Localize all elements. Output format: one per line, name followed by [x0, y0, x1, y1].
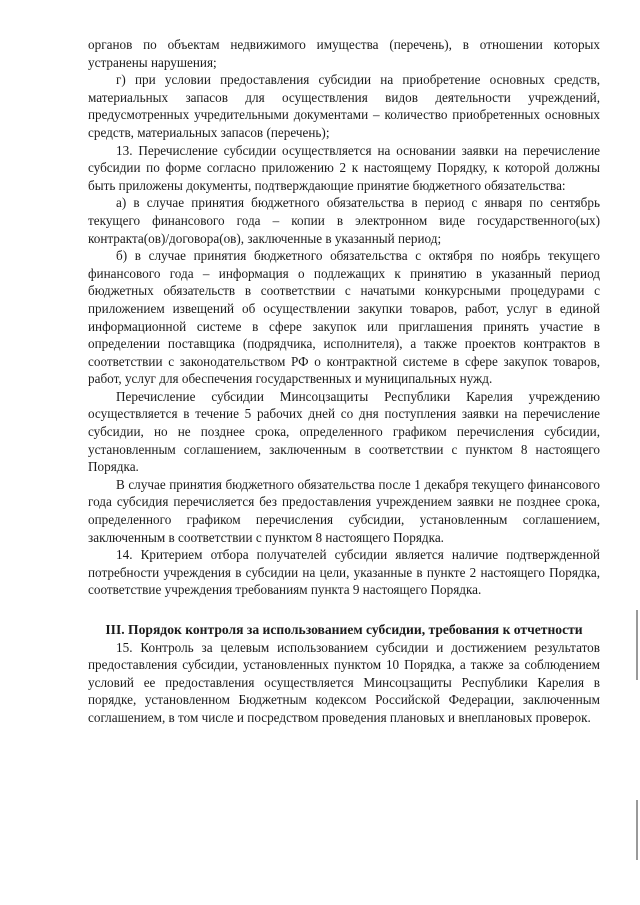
scan-edge-mark	[636, 610, 638, 680]
document-page	[88, 36, 600, 727]
paragraph-transfer: Перечисление субсидии Минсоцзащиты Республики Карелия учреждению осуществляется в течение 5 рабочих дней со дня поступления заявки на перечисление субсидии, но не позднее срока, определенного графиком перечисления субсидии, установленным соглашением, заключенным в соответствии с пунктом 8 настоящего Порядка.	[88, 388, 600, 475]
paragraph-15: 15. Контроль за целевым использованием субсидии и достижением результатов предоставления субсидии, установленных пунктом 10 Порядка, а также за соблюдением условий ее предоставления осуществляется Минсоцзащиты Республики Карелия в порядке, установленном Бюджетным кодексом Российской Федерации, заключенным соглашением, в том числе и посредством проведения плановых и внеплановых проверок.	[88, 639, 600, 725]
paragraph-14: 14. Критерием отбора получателей субсидии является наличие подтвержденной потребности учреждения в субсидии на цели, указанные в пункте 2 настоящего Порядка, соответствие учреждения требованиям пункта 9 настоящего Порядка.	[88, 547, 600, 598]
paragraph-13: 13. Перечисление субсидии осуществляется на основании заявки на перечисление субсидии по форме согласно приложению 2 к настоящему Порядку, к которой должны быть приложены документы, подтверждающие принятие бюджетного обязательства:	[88, 142, 600, 193]
paragraph-13b: б) в случае принятия бюджетного обязательства с октября по ноябрь текущего финансового года – информация о подлежащих к принятию в указанный период бюджетных обязательств в соответствии с начатыми конкурсными процедурами с приложением извещений об осуществлении закупки товаров, работ, услуг в единой информационной системе в сфере закупок или приглашения принять участие в определении поставщика (подрядчика, исполнителя), а также проектов контрактов в соответствии с законодательством РФ о контрактной системе в сфере закупок товаров, работ, услуг для обеспечения государственных и муниципальных нужд.	[88, 248, 600, 387]
paragraph-december: В случае принятия бюджетного обязательства после 1 декабря текущего финансового года субсидия перечисляется без предоставления учреждением заявки не позднее срока, определенного графиком перечисления субсидии, установленным соглашением, заключенным в соответствии с пунктом 8 настоящего Порядка.	[88, 476, 600, 545]
section-heading-3: III. Порядок контроля за использованием субсидии, требования к отчетности	[105, 622, 583, 637]
scan-edge-mark	[636, 800, 638, 860]
paragraph-continuation: органов по объектам недвижимого имущества (перечень), в отношении которых устранены нарушения;	[88, 37, 600, 70]
paragraph-12g: г) при условии предоставления субсидии на приобретение основных средств, материальных запасов для осуществления видов деятельности учреждений, предусмотренных учредительными документами – количество приобретенных основных средств, материальных запасов (перечень);	[88, 72, 600, 140]
paragraph-13a: а) в случае принятия бюджетного обязательства в период с января по сентябрь текущего финансового года – копии в электронном виде государственного(ых) контракта(ов)/договора(ов), заключенные в указанный период;	[88, 195, 600, 246]
